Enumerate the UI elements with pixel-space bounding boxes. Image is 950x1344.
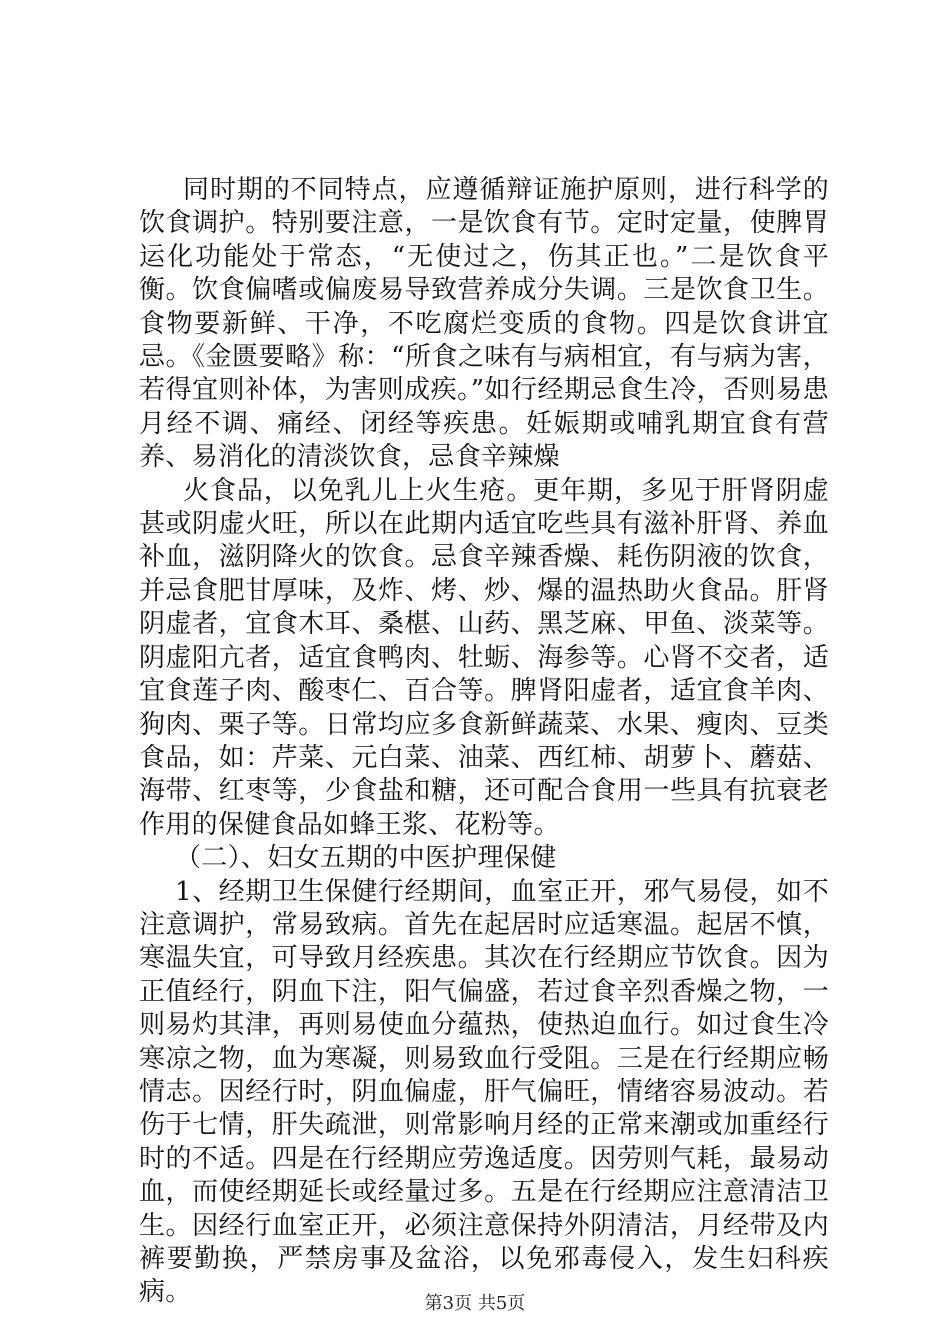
paragraph-menopause-diet: 火食品，以免乳儿上火生疮。更年期，多见于肝肾阴虚甚或阴虚火旺，所以在此期内适宜吃些具有滋补肝肾、养血补血，滋阴降火的饮食。忌食辛辣香燥、耗伤阴液的饮食，并忌食肥甘厚味，及炸、烤、炒、爆的温热助火食品。肝肾阴虚者，宜食木耳、桑椹、山药、黑芝麻、甲鱼、淡菜等。阴虚阳亢者，适宜食鸭肉、牡蛎、海参等。心肾不交者，适宜食莲子肉、酸枣仁、百合等。脾肾阳虚者，适宜食羊肉、狗肉、栗子等。日常均应多食新鲜蔬菜、水果、瘦肉、豆类食品，如：芹菜、元白菜、油菜、西红柿、胡萝卜、蘑菇、海带、红枣等，少食盐和糖，还可配合食用一些具有抗衰老作用的保健食品如蜂王浆、花粉等。 xyxy=(139,475,829,840)
document-body xyxy=(139,174,829,1310)
paragraph-diet-principles: 同时期的不同特点，应遵循辩证施护原则，进行科学的饮食调护。特别要注意，一是饮食有节。定时定量，使脾胃运化功能处于常态，“无使过之，伤其正也。”二是饮食平衡。饮食偏嗜或偏废易导致营养成分失调。三是饮食卫生。食物要新鲜、干净，不吃腐烂变质的食物。四是饮食讲宜忌。《金匮要略》称：“所食之味有与病相宜，有与病为害，若得宜则补体，为害则成疾。”如行经期忌食生冷，否则易患月经不调、痛经、闭经等疾患。妊娠期或哺乳期宜食有营养、易消化的清淡饮食，忌食辛辣燥 xyxy=(139,175,829,473)
section-heading: （二）、妇女五期的中医护理保健 xyxy=(175,843,557,874)
page-number-footer: 第3页 共5页 xyxy=(424,1293,526,1314)
paragraph-menstrual-care: 1、经期卫生保健行经期间，血室正开，邪气易侵，如不注意调护，常易致病。首先在起居时应适寒温。起居不慎，寒温失宜，可导致月经疾患。其次在行经期应节饮食。因为正值经行，阴血下注，阳气偏盛，若过食辛烈香燥之物，一则易灼其津，再则易使血分蕴热，使热迫血行。如过食生冷寒凉之物，血为寒凝，则易致血行受阻。三是在行经期应畅情志。因经行时，阴血偏虚，肝气偏旺，情绪容易波动。若伤于七情，肝失疏泄，则常影响月经的正常来潮或加重经行时的不适。四是在行经期应劳逸适度。因劳则气耗，最易动血，而使经期延长或经量过多。五是在行经期应注意清洁卫生。因经行血室正开，必须注意保持外阴清洁，月经带及内裤要勤换，严禁房事及盆浴，以免邪毒侵入，发生妇科疾病。 xyxy=(139,876,829,1308)
